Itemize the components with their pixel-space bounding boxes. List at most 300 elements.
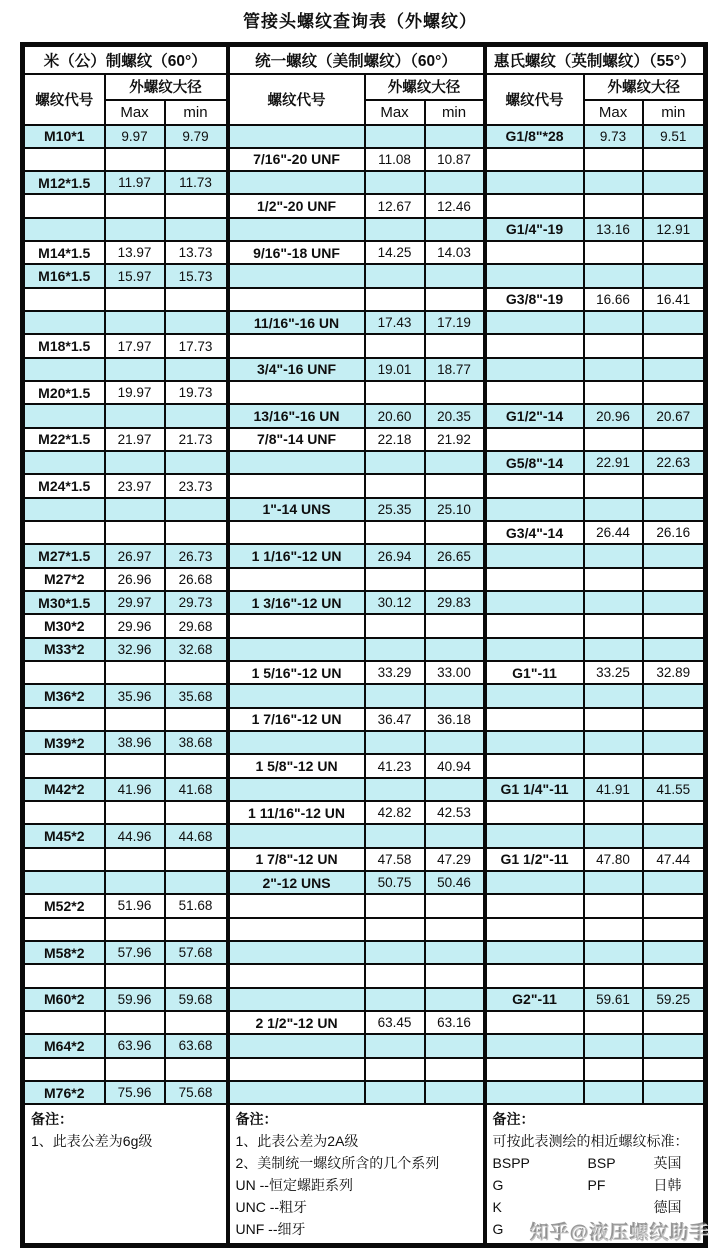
- max-value-cell: 41.91: [584, 778, 643, 801]
- max-value-cell: [584, 381, 643, 404]
- max-value-cell: [105, 848, 165, 871]
- max-value-cell: [365, 125, 425, 148]
- thread-designation-cell: [228, 894, 365, 917]
- thread-designation-cell: M14*1.5: [23, 241, 105, 264]
- thread-designation-cell: G5/8"-14: [485, 451, 584, 474]
- max-value-cell: [365, 731, 425, 754]
- table-row: [23, 684, 706, 707]
- min-value-cell: [425, 474, 485, 497]
- standard-equivalence-row: [493, 1174, 698, 1196]
- min-value-cell: [165, 288, 228, 311]
- max-value-cell: [365, 171, 425, 194]
- min-value-cell: 26.68: [165, 568, 228, 591]
- note-line: 可按此表测绘的相近螺纹标准：: [492, 1133, 689, 1150]
- max-value-cell: 25.35: [365, 498, 425, 521]
- notes-metric: [23, 1104, 228, 1246]
- thread-designation-cell: [485, 498, 584, 521]
- thread-designation-cell: [23, 708, 105, 731]
- max-value-cell: [365, 521, 425, 544]
- thread-designation-cell: [23, 964, 105, 987]
- thread-designation-cell: M16*1.5: [23, 264, 105, 287]
- thread-designation-cell: [23, 404, 105, 427]
- thread-designation-cell: [23, 498, 105, 521]
- max-value-cell: 22.91: [584, 451, 643, 474]
- max-value-cell: [105, 218, 165, 241]
- thread-designation-cell: [23, 218, 105, 241]
- thread-designation-cell: G3/8"-19: [485, 288, 584, 311]
- max-value-cell: [365, 964, 425, 987]
- thread-designation-cell: [228, 731, 365, 754]
- thread-designation-cell: G2"-11: [485, 988, 584, 1011]
- thread-designation-cell: [485, 941, 584, 964]
- min-value-cell: [425, 568, 485, 591]
- thread-designation-cell: [23, 801, 105, 824]
- thread-designation-cell: [228, 1081, 365, 1104]
- min-value-cell: 29.83: [425, 591, 485, 614]
- thread-designation-cell: [228, 1058, 365, 1081]
- thread-designation-cell: [485, 241, 584, 264]
- max-value-cell: [365, 474, 425, 497]
- group-header-metric: 米（公）制螺纹（60°）: [23, 45, 228, 74]
- thread-designation-cell: [485, 1081, 584, 1104]
- thread-designation-cell: [228, 918, 365, 941]
- max-value-cell: 13.97: [105, 241, 165, 264]
- thread-designation-cell: [485, 614, 584, 637]
- min-value-cell: 63.16: [425, 1011, 485, 1034]
- thread-designation-cell: [23, 871, 105, 894]
- min-value-cell: [165, 521, 228, 544]
- max-value-cell: [105, 451, 165, 474]
- thread-designation-cell: [485, 964, 584, 987]
- thread-designation-cell: [485, 311, 584, 334]
- thread-designation-cell: [228, 638, 365, 661]
- standard-code: G: [492, 1177, 504, 1194]
- min-value-cell: 75.68: [165, 1081, 228, 1104]
- thread-designation-cell: [485, 171, 584, 194]
- min-value-cell: [643, 964, 706, 987]
- max-value-cell: 9.73: [584, 125, 643, 148]
- thread-designation-cell: [23, 194, 105, 217]
- thread-designation-cell: [23, 1058, 105, 1081]
- thread-designation-cell: M27*2: [23, 568, 105, 591]
- thread-designation-cell: [485, 194, 584, 217]
- max-value-cell: [105, 311, 165, 334]
- max-value-cell: 11.97: [105, 171, 165, 194]
- thread-designation-cell: [23, 848, 105, 871]
- max-value-cell: [365, 824, 425, 847]
- max-value-cell: 29.96: [105, 614, 165, 637]
- thread-designation-cell: [485, 684, 584, 707]
- max-value-cell: 50.75: [365, 871, 425, 894]
- table-row: [23, 498, 706, 521]
- max-value-cell: 63.96: [105, 1034, 165, 1057]
- max-value-cell: [584, 894, 643, 917]
- min-value-cell: [425, 638, 485, 661]
- thread-designation-cell: [485, 1058, 584, 1081]
- min-value-cell: [643, 918, 706, 941]
- thread-designation-cell: [228, 521, 365, 544]
- thread-designation-cell: [485, 1034, 584, 1057]
- thread-designation-cell: 11/16"-16 UN: [228, 311, 365, 334]
- min-value-cell: [643, 894, 706, 917]
- col-header-min-metric: min: [165, 100, 228, 125]
- thread-designation-cell: M30*1.5: [23, 591, 105, 614]
- thread-designation-cell: [485, 381, 584, 404]
- thread-designation-cell: [228, 218, 365, 241]
- table-row: [23, 1058, 706, 1081]
- thread-designation-cell: M45*2: [23, 824, 105, 847]
- thread-designation-cell: M52*2: [23, 894, 105, 917]
- min-value-cell: [643, 708, 706, 731]
- max-value-cell: [365, 894, 425, 917]
- thread-designation-cell: M60*2: [23, 988, 105, 1011]
- max-value-cell: 19.97: [105, 381, 165, 404]
- table-row: [23, 241, 706, 264]
- standard-code: [588, 1218, 654, 1240]
- table-row: [23, 1081, 706, 1104]
- standard-equivalence-row: [493, 1218, 698, 1240]
- max-value-cell: 44.96: [105, 824, 165, 847]
- thread-designation-cell: [23, 1011, 105, 1034]
- max-value-cell: [365, 918, 425, 941]
- min-value-cell: [643, 801, 706, 824]
- max-value-cell: [365, 1081, 425, 1104]
- group-header-unified: 统一螺纹（美制螺纹）（60°）: [228, 45, 485, 74]
- min-value-cell: 29.73: [165, 591, 228, 614]
- min-value-cell: [165, 1011, 228, 1034]
- min-value-cell: [643, 358, 706, 381]
- table-row: [23, 591, 706, 614]
- max-value-cell: 51.96: [105, 894, 165, 917]
- thread-designation-cell: M30*2: [23, 614, 105, 637]
- max-value-cell: 26.96: [105, 568, 165, 591]
- thread-designation-cell: G3/4"-14: [485, 521, 584, 544]
- min-value-cell: 20.67: [643, 404, 706, 427]
- min-value-cell: [643, 1081, 706, 1104]
- max-value-cell: 9.97: [105, 125, 165, 148]
- note-line: 1、此表公差为6g级: [31, 1133, 153, 1150]
- min-value-cell: [643, 241, 706, 264]
- table-row: [23, 194, 706, 217]
- min-value-cell: [643, 1011, 706, 1034]
- thread-designation-cell: [228, 171, 365, 194]
- max-value-cell: 33.29: [365, 661, 425, 684]
- min-value-cell: [165, 801, 228, 824]
- min-value-cell: 47.44: [643, 848, 706, 871]
- col-header-diameter-unified: 外螺纹大径: [365, 74, 485, 100]
- min-value-cell: [643, 591, 706, 614]
- table-row: [23, 544, 706, 567]
- table-row: [23, 171, 706, 194]
- thread-designation-cell: [228, 568, 365, 591]
- col-header-min-whitworth: min: [643, 100, 706, 125]
- table-row: [23, 638, 706, 661]
- thread-designation-cell: [23, 754, 105, 777]
- col-header-designation-unified: 螺纹代号: [228, 74, 365, 125]
- max-value-cell: 11.08: [365, 148, 425, 171]
- min-value-cell: 47.29: [425, 848, 485, 871]
- max-value-cell: [105, 194, 165, 217]
- min-value-cell: [165, 918, 228, 941]
- table-row: [23, 311, 706, 334]
- min-value-cell: 38.68: [165, 731, 228, 754]
- max-value-cell: [365, 264, 425, 287]
- max-value-cell: [584, 568, 643, 591]
- min-value-cell: 29.68: [165, 614, 228, 637]
- min-value-cell: [425, 521, 485, 544]
- standard-country: 英国: [653, 1155, 682, 1172]
- thread-designation-cell: [23, 311, 105, 334]
- max-value-cell: [365, 988, 425, 1011]
- max-value-cell: [365, 638, 425, 661]
- thread-designation-cell: [228, 334, 365, 357]
- max-value-cell: 47.58: [365, 848, 425, 871]
- table-row: [23, 1011, 706, 1034]
- table-row: [23, 754, 706, 777]
- max-value-cell: 75.96: [105, 1081, 165, 1104]
- min-value-cell: 59.25: [643, 988, 706, 1011]
- note-line: UN --恒定螺距系列: [235, 1177, 353, 1194]
- min-value-cell: [165, 848, 228, 871]
- min-value-cell: 18.77: [425, 358, 485, 381]
- table-row: [23, 521, 706, 544]
- max-value-cell: [105, 918, 165, 941]
- min-value-cell: 15.73: [165, 264, 228, 287]
- min-value-cell: 12.91: [643, 218, 706, 241]
- min-value-cell: 9.51: [643, 125, 706, 148]
- thread-designation-cell: [485, 428, 584, 451]
- max-value-cell: [584, 638, 643, 661]
- min-value-cell: [643, 381, 706, 404]
- max-value-cell: 17.43: [365, 311, 425, 334]
- min-value-cell: [425, 824, 485, 847]
- table-row: [23, 941, 706, 964]
- min-value-cell: 32.89: [643, 661, 706, 684]
- thread-designation-cell: G1 1/4"-11: [485, 778, 584, 801]
- note-line: UNC --粗牙: [235, 1199, 308, 1216]
- standard-equivalence-row: [493, 1152, 698, 1174]
- thread-designation-cell: [485, 894, 584, 917]
- min-value-cell: 11.73: [165, 171, 228, 194]
- thread-designation-cell: [228, 824, 365, 847]
- max-value-cell: [584, 684, 643, 707]
- thread-designation-cell: [485, 824, 584, 847]
- thread-designation-cell: 1 11/16"-12 UN: [228, 801, 365, 824]
- max-value-cell: [105, 288, 165, 311]
- min-value-cell: [643, 194, 706, 217]
- max-value-cell: [105, 1011, 165, 1034]
- thread-designation-cell: M12*1.5: [23, 171, 105, 194]
- thread-designation-cell: 7/16"-20 UNF: [228, 148, 365, 171]
- min-value-cell: 59.68: [165, 988, 228, 1011]
- table-row: [23, 801, 706, 824]
- min-value-cell: [643, 311, 706, 334]
- note-line: UNF --细牙: [235, 1221, 306, 1238]
- table-row: [23, 731, 706, 754]
- max-value-cell: 36.47: [365, 708, 425, 731]
- standard-code: BSPP: [492, 1155, 530, 1172]
- table-header: [23, 45, 706, 125]
- max-value-cell: [584, 591, 643, 614]
- max-value-cell: [365, 218, 425, 241]
- max-value-cell: [365, 684, 425, 707]
- thread-designation-cell: [23, 918, 105, 941]
- table-row: [23, 148, 706, 171]
- table-row: [23, 218, 706, 241]
- thread-designation-cell: [485, 358, 584, 381]
- thread-designation-cell: [228, 778, 365, 801]
- thread-designation-cell: [485, 334, 584, 357]
- thread-designation-cell: 1 5/16"-12 UN: [228, 661, 365, 684]
- min-value-cell: [643, 614, 706, 637]
- max-value-cell: [584, 498, 643, 521]
- min-value-cell: 44.68: [165, 824, 228, 847]
- min-value-cell: [165, 498, 228, 521]
- max-value-cell: 19.01: [365, 358, 425, 381]
- min-value-cell: 21.92: [425, 428, 485, 451]
- thread-designation-cell: M76*2: [23, 1081, 105, 1104]
- thread-designation-cell: 1/2"-20 UNF: [228, 194, 365, 217]
- thread-designation-cell: [228, 264, 365, 287]
- thread-designation-cell: [485, 918, 584, 941]
- min-value-cell: [425, 451, 485, 474]
- min-value-cell: [165, 1058, 228, 1081]
- max-value-cell: 63.45: [365, 1011, 425, 1034]
- min-value-cell: 41.55: [643, 778, 706, 801]
- max-value-cell: 38.96: [105, 731, 165, 754]
- max-value-cell: [105, 358, 165, 381]
- min-value-cell: [165, 964, 228, 987]
- thread-designation-cell: M20*1.5: [23, 381, 105, 404]
- min-value-cell: [425, 731, 485, 754]
- thread-designation-cell: 1 5/8"-12 UN: [228, 754, 365, 777]
- max-value-cell: [584, 871, 643, 894]
- max-value-cell: [105, 148, 165, 171]
- thread-designation-cell: [485, 1011, 584, 1034]
- min-value-cell: [643, 1034, 706, 1057]
- thread-designation-cell: M24*1.5: [23, 474, 105, 497]
- table-row: [23, 708, 706, 731]
- thread-designation-cell: [485, 474, 584, 497]
- thread-designation-cell: [485, 638, 584, 661]
- table-row: [23, 474, 706, 497]
- table-row: [23, 918, 706, 941]
- group-header-whitworth: 惠氏螺纹（英制螺纹）（55°）: [485, 45, 706, 74]
- min-value-cell: 19.73: [165, 381, 228, 404]
- thread-designation-cell: [23, 661, 105, 684]
- max-value-cell: [105, 801, 165, 824]
- thread-designation-cell: [23, 288, 105, 311]
- thread-designation-cell: 7/8"-14 UNF: [228, 428, 365, 451]
- min-value-cell: [643, 428, 706, 451]
- thread-designation-cell: [23, 451, 105, 474]
- thread-designation-cell: M36*2: [23, 684, 105, 707]
- thread-designation-cell: [485, 708, 584, 731]
- min-value-cell: [643, 568, 706, 591]
- table-row: [23, 778, 706, 801]
- max-value-cell: [584, 754, 643, 777]
- thread-designation-cell: [485, 544, 584, 567]
- thread-designation-cell: 1 7/8"-12 UN: [228, 848, 365, 871]
- thread-designation-cell: [228, 988, 365, 1011]
- min-value-cell: [643, 941, 706, 964]
- thread-designation-cell: 1 7/16"-12 UN: [228, 708, 365, 731]
- max-value-cell: 29.97: [105, 591, 165, 614]
- table-row: [23, 964, 706, 987]
- min-value-cell: [165, 661, 228, 684]
- max-value-cell: 26.97: [105, 544, 165, 567]
- thread-designation-cell: [228, 1034, 365, 1057]
- thread-designation-cell: [228, 125, 365, 148]
- max-value-cell: [584, 918, 643, 941]
- min-value-cell: [425, 381, 485, 404]
- min-value-cell: [425, 125, 485, 148]
- min-value-cell: [425, 264, 485, 287]
- notes-section: [23, 1104, 706, 1246]
- thread-designation-cell: M10*1: [23, 125, 105, 148]
- table-row: [23, 824, 706, 847]
- standard-code: PF: [587, 1177, 606, 1194]
- max-value-cell: [584, 311, 643, 334]
- thread-designation-cell: 2"-12 UNS: [228, 871, 365, 894]
- max-value-cell: [365, 1058, 425, 1081]
- max-value-cell: [584, 731, 643, 754]
- min-value-cell: [425, 941, 485, 964]
- max-value-cell: [105, 498, 165, 521]
- thread-designation-cell: [485, 148, 584, 171]
- max-value-cell: [105, 661, 165, 684]
- max-value-cell: 20.60: [365, 404, 425, 427]
- min-value-cell: [643, 171, 706, 194]
- max-value-cell: 32.96: [105, 638, 165, 661]
- notes-metric-heading: 备注：: [31, 1111, 73, 1128]
- page-title: 管接头螺纹查询表（外螺纹）: [243, 12, 477, 31]
- thread-designation-cell: [23, 358, 105, 381]
- min-value-cell: [425, 1058, 485, 1081]
- thread-designation-cell: [228, 684, 365, 707]
- thread-designation-cell: [485, 568, 584, 591]
- min-value-cell: [425, 334, 485, 357]
- thread-designation-cell: [228, 474, 365, 497]
- min-value-cell: 41.68: [165, 778, 228, 801]
- thread-designation-cell: [228, 451, 365, 474]
- min-value-cell: [425, 288, 485, 311]
- table-row: [23, 871, 706, 894]
- min-value-cell: 13.73: [165, 241, 228, 264]
- min-value-cell: [643, 264, 706, 287]
- max-value-cell: 22.18: [365, 428, 425, 451]
- max-value-cell: [584, 474, 643, 497]
- thread-designation-cell: M33*2: [23, 638, 105, 661]
- standard-country: [654, 1218, 698, 1240]
- max-value-cell: [584, 1011, 643, 1034]
- note-line: 1、此表公差为2A级: [235, 1133, 359, 1150]
- max-value-cell: [105, 754, 165, 777]
- max-value-cell: [365, 941, 425, 964]
- min-value-cell: 21.73: [165, 428, 228, 451]
- max-value-cell: [365, 778, 425, 801]
- thread-designation-cell: [485, 731, 584, 754]
- min-value-cell: [643, 334, 706, 357]
- min-value-cell: [643, 684, 706, 707]
- min-value-cell: [425, 778, 485, 801]
- standard-code: [588, 1196, 654, 1218]
- min-value-cell: [643, 148, 706, 171]
- min-value-cell: [425, 171, 485, 194]
- min-value-cell: 50.46: [425, 871, 485, 894]
- min-value-cell: [165, 404, 228, 427]
- table-row: [23, 404, 706, 427]
